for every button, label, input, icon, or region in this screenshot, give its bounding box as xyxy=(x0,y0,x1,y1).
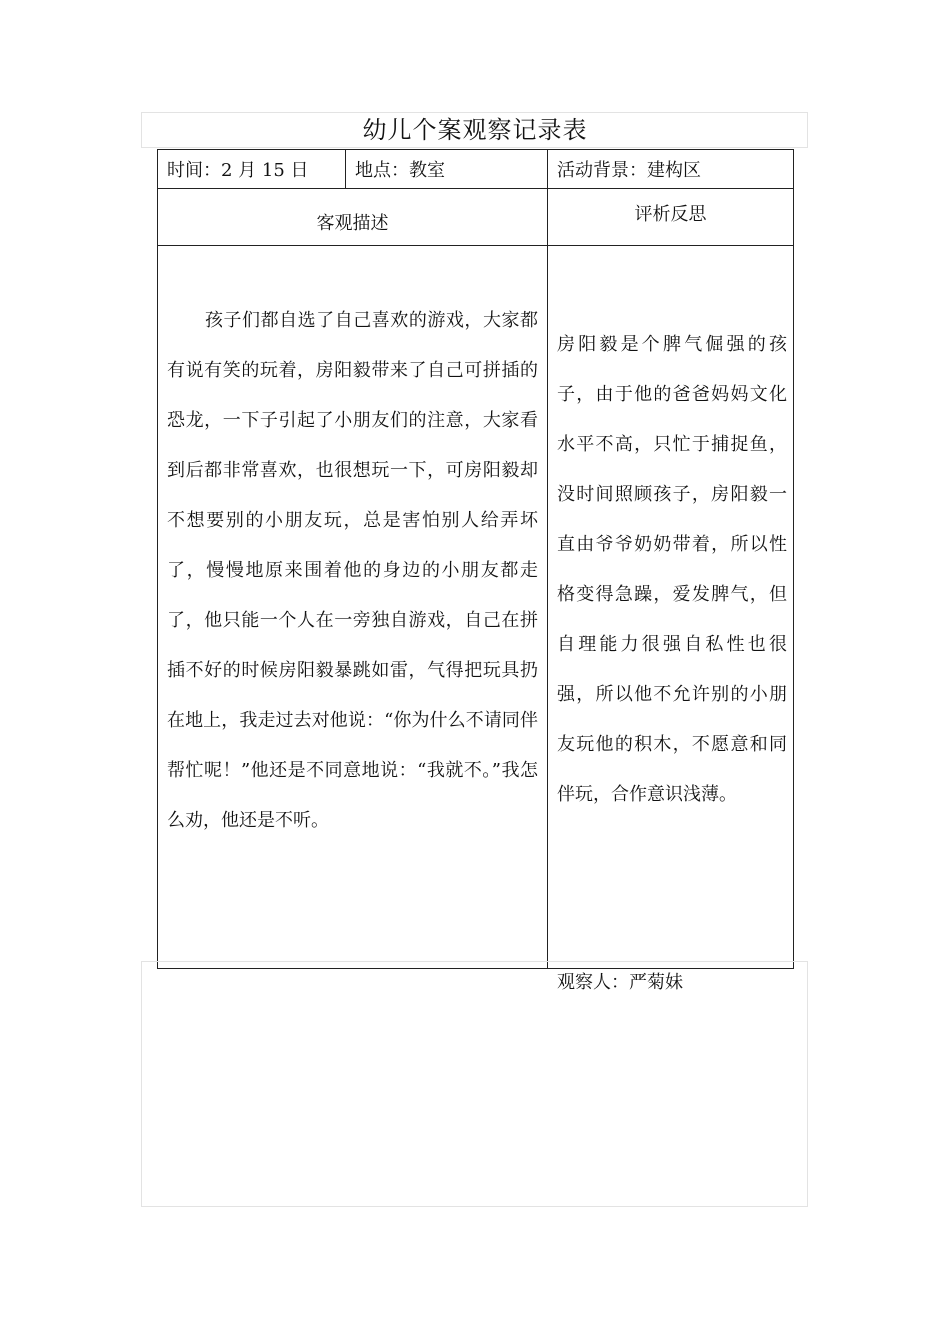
analysis-cell xyxy=(548,246,794,969)
background-cell: 活动背景：建构区 xyxy=(548,150,794,189)
time-cell: 时间：2 月 15 日 xyxy=(158,150,346,189)
analysis-header: 评析反思 xyxy=(548,189,794,246)
footer-frame xyxy=(141,961,808,1207)
document-title: 幼儿个案观察记录表 xyxy=(362,116,588,144)
description-text: 孩子们都自选了自己喜欢的游戏，大家都有说有笑的玩着，房阳毅带来了自己可拼插的恐龙，一下子引起了小朋友们的注意，大家看到后都非常喜欢，也很想玩一下，可房阳毅却不想要别的小朋友玩，总是害怕别人给弄坏了，慢慢地原来围着他的身边的小朋友都走了，他只能一个人在一旁独自游戏，自己在拼插不好的时候房阳毅暴跳如雷，气得把玩具扔在地上，我走过去对他说：“你为什么不请同伴帮忙呢！”他还是不同意地说：“我就不。”我怎么劝，他还是不听。 xyxy=(167,310,538,831)
info-row xyxy=(158,150,794,189)
observer-label: 观察人：严菊妹 xyxy=(557,972,683,993)
observation-record-table xyxy=(157,149,794,969)
description-header: 客观描述 xyxy=(158,189,548,246)
header-row xyxy=(158,189,794,246)
analysis-text: 房阳毅是个脾气倔强的孩子，由于他的爸爸妈妈文化水平不高，只忙于捕捉鱼，没时间照顾孩子，房阳毅一直由爷爷奶奶带着，所以性格变得急躁，爱发脾气，但自理能力很强自私性也很强，所以他不允许别的小朋友玩他的积木，不愿意和同伴玩，合作意识浅薄。 xyxy=(557,334,787,805)
content-row xyxy=(158,246,794,969)
description-cell xyxy=(158,246,548,969)
place-cell: 地点：教室 xyxy=(346,150,548,189)
